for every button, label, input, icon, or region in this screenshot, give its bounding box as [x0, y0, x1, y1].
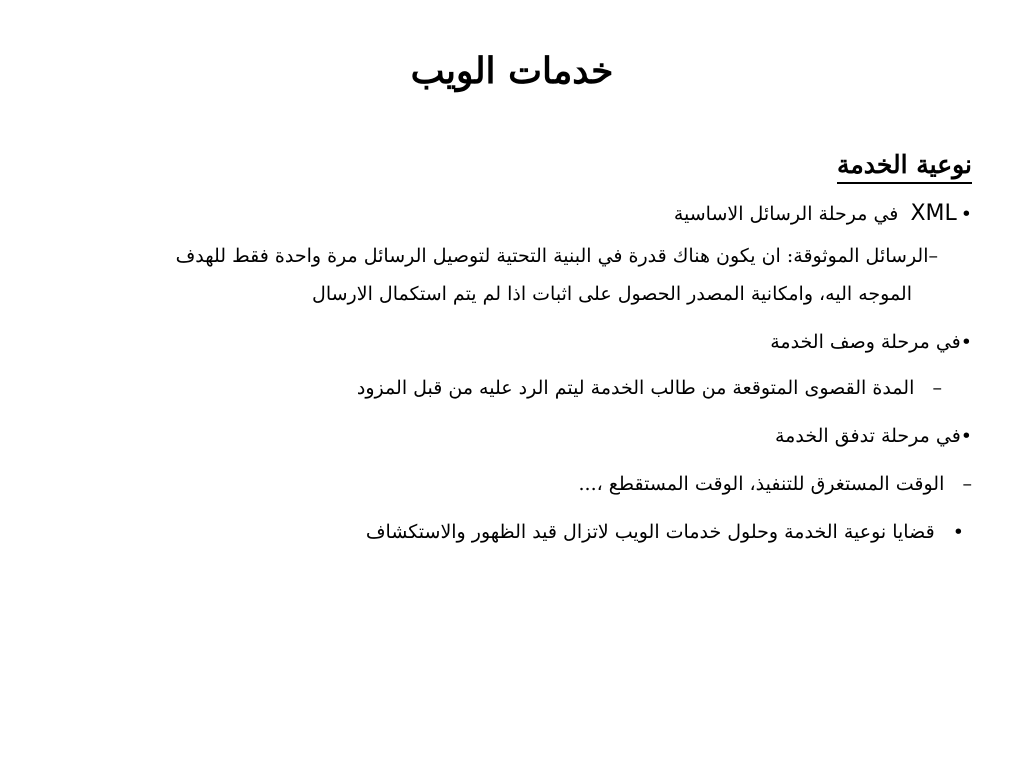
sub-item-continuation [72, 280, 912, 308]
dash-marker: – [928, 245, 938, 267]
bullet-text: قضايا نوعية الخدمة وحلول خدمات الويب لاتزال قيد الظهور والاستكشاف [365, 521, 935, 543]
bullet-text: في مرحلة وصف الخدمة [770, 331, 961, 353]
bullet-item-qos-issues [72, 518, 964, 546]
sub-item-max-duration [72, 374, 942, 402]
slide-subtitle: نوعية الخدمة [837, 150, 972, 184]
bullet-item-flow-phase [72, 422, 972, 450]
xml-label: XML [910, 201, 957, 226]
bullet-marker: • [952, 521, 964, 543]
bullet-item-xml [72, 200, 972, 228]
bullet-text: في مرحلة الرسائل الاساسية [673, 203, 899, 225]
slide-title: خدمات الويب [410, 50, 614, 92]
sub-item-text: المدة القصوى المتوقعة من طالب الخدمة ليتم الرد عليه من قبل المزود [356, 377, 915, 399]
sub-item-text-continued: الموجه اليه، وامكانية المصدر الحصول على اثبات اذا لم يتم استكمال الارسال [312, 283, 912, 305]
bullet-item-description-phase [72, 328, 972, 356]
dash-marker: – [962, 473, 972, 495]
bullet-marker: • [960, 331, 972, 353]
bullet-marker: • [960, 203, 972, 225]
sub-item-reliable-messages [32, 242, 938, 270]
sub-item-execution-time [72, 470, 972, 498]
sub-item-text: الرسائل الموثوقة: ان يكون هناك قدرة في البنية التحتية لتوصيل الرسائل مرة واحدة فقط للهدف [175, 245, 929, 267]
sub-item-text: الوقت المستغرق للتنفيذ، الوقت المستقطع ،... [578, 473, 945, 495]
dash-marker: – [932, 377, 942, 399]
slide-content [72, 150, 972, 546]
bullet-text: في مرحلة تدفق الخدمة [775, 425, 961, 447]
bullet-marker: • [960, 425, 972, 447]
